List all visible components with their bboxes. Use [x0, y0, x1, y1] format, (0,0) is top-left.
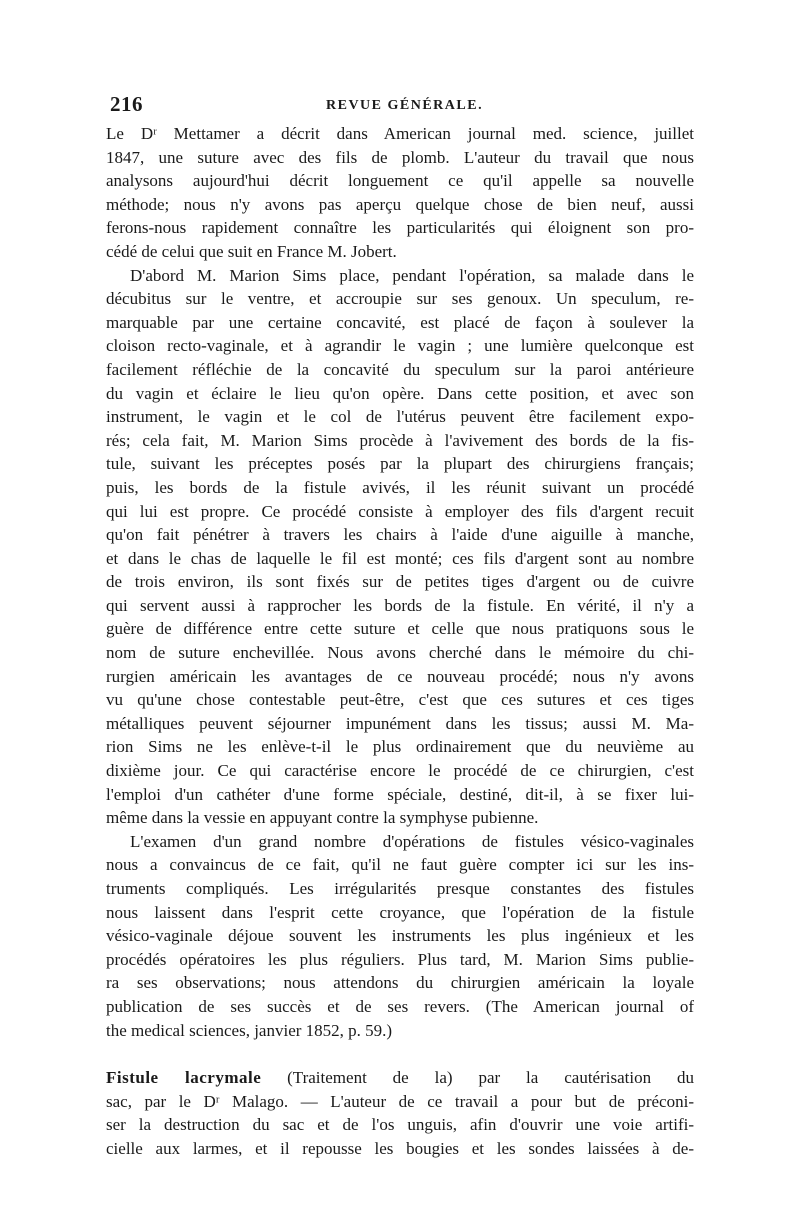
- text-line: the medical sciences, janvier 1852, p. 59.): [106, 1020, 393, 1040]
- text-line: guère de différence entre cette suture et celle que nous pratiquons sous le: [106, 619, 694, 639]
- text-line: vu qu'une chose contestable peut-être, c'est que ces sutures et ces tiges: [106, 690, 694, 710]
- text-line: de trois environ, ils sont fixés sur de petites tiges d'argent ou de cuivre: [106, 572, 694, 592]
- text-line: qu'on fait pénétrer à travers les chairs à l'aide d'une aiguille à manche,: [106, 525, 694, 545]
- text-line: Le Dʳ Mettamer a décrit dans American journal med. science, juillet: [106, 124, 694, 143]
- book-page: [106, 92, 694, 1161]
- text-line: rés; cela fait, M. Marion Sims procède à l'avivement des bords de la fis-: [106, 430, 694, 450]
- paragraph: [106, 264, 694, 830]
- running-head: REVUE GÉNÉRALE.: [326, 98, 484, 113]
- body-text: [106, 122, 694, 1042]
- text-line: analysons aujourd'hui décrit longuement ce qu'il appelle sa nouvelle: [106, 171, 694, 191]
- text-line: l'emploi d'un cathéter d'une forme spéciale, destiné, dit-il, à se fixer lui-: [106, 784, 694, 804]
- page-number: 216: [110, 92, 143, 116]
- text-line: cédé de celui que suit en France M. Jobert.: [106, 241, 397, 261]
- text-line: nous a convaincus de ce fait, qu'il ne faut guère compter ici sur les ins-: [106, 855, 694, 875]
- text-line: ra ses observations; nous attendons du chirurgien américain la loyale: [106, 973, 694, 993]
- page-header: [106, 92, 694, 122]
- text-line: vésico-vaginale déjoue souvent les instruments les plus ingénieux et les: [106, 926, 694, 946]
- text-line: D'abord M. Marion Sims place, pendant l'opération, sa malade dans le: [130, 265, 694, 285]
- text-line: nom de suture enchevillée. Nous avons cherché dans le mémoire du chi-: [106, 643, 694, 663]
- text-line: nous laissent dans l'esprit cette croyance, que l'opération de la fistule: [106, 902, 694, 922]
- section-text: [106, 1090, 694, 1161]
- section-fistule-lacrymale: [106, 1066, 694, 1160]
- text-line: rurgien américain les avantages de ce nouveau procédé; nous n'y avons: [106, 666, 694, 686]
- paragraph: [106, 122, 694, 264]
- text-line: du vagin et éclaire le lieu qu'on opère. Dans cette position, et avec son: [106, 383, 694, 403]
- text-line: facilement réfléchie de la concavité du speculum sur la paroi antérieure: [106, 359, 694, 379]
- text-line: ser la destruction du sac et de l'os unguis, afin d'ouvrir une voie artifi-: [106, 1115, 694, 1135]
- paragraph: [106, 830, 694, 1042]
- text-line: tule, suivant les préceptes posés par la plupart des chirurgiens français;: [106, 454, 694, 474]
- section-gap: [106, 1042, 694, 1066]
- text-line: métalliques peuvent séjourner impunément dans les tissus; aussi M. Ma-: [106, 713, 694, 733]
- text-line: cielle aux larmes, et il repousse les bougies et les sondes laissées à de-: [106, 1138, 694, 1158]
- section-heading-line: [106, 1066, 694, 1090]
- text-line: qui lui est propre. Ce procédé consiste à employer des fils d'argent recuit: [106, 501, 694, 521]
- text-line: dixième jour. Ce qui caractérise encore le procédé de ce chirurgien, c'est: [106, 761, 694, 781]
- text-line: méthode; nous n'y avons pas aperçu quelque chose de bien neuf, aussi: [106, 194, 694, 214]
- text-line: rion Sims ne les enlève-t-il le plus ordinairement que du neuvième au: [106, 737, 694, 757]
- section-title-rest: (Traitement de la) par la cautérisation du: [261, 1068, 694, 1088]
- text-line: truments compliqués. Les irrégularités presque constantes des fistules: [106, 879, 694, 898]
- text-line: ferons-nous rapidement connaître les particularités qui éloignent son pro-: [106, 218, 694, 238]
- text-line: publication de ses succès et de ses revers. (The American journal of: [106, 996, 694, 1016]
- text-line: 1847, une suture avec des fils de plomb. L'auteur du travail que nous: [106, 147, 694, 167]
- text-line: L'examen d'un grand nombre d'opérations de fistules vésico-vaginales: [130, 831, 694, 851]
- text-line: même dans la vessie en appuyant contre la symphyse pubienne.: [106, 808, 539, 828]
- text-line: décubitus sur le ventre, et accroupie sur ses genoux. Un speculum, re-: [106, 289, 694, 309]
- text-line: puis, les bords de la fistule avivés, il les réunit suivant un procédé: [106, 477, 694, 497]
- text-line: qui servent aussi à rapprocher les bords de la fistule. En vérité, il n'y a: [106, 595, 694, 615]
- text-line: procédés opératoires les plus réguliers. Plus tard, M. Marion Sims publie-: [106, 949, 694, 969]
- text-line: et dans le chas de laquelle le fil est monté; ces fils d'argent sont au nombre: [106, 548, 694, 568]
- text-line: marquable par une certaine concavité, est placé de façon à soulever la: [106, 312, 694, 332]
- text-line: cloison recto-vaginale, et à agrandir le vagin ; une lumière quelconque est: [106, 336, 694, 356]
- section-title: Fistule lacrymale: [106, 1068, 262, 1088]
- text-line: instrument, le vagin et le col de l'utérus peuvent être facilement expo-: [106, 407, 694, 427]
- text-line: sac, par le Dʳ Malago. — L'auteur de ce travail a pour but de préconi-: [106, 1091, 694, 1111]
